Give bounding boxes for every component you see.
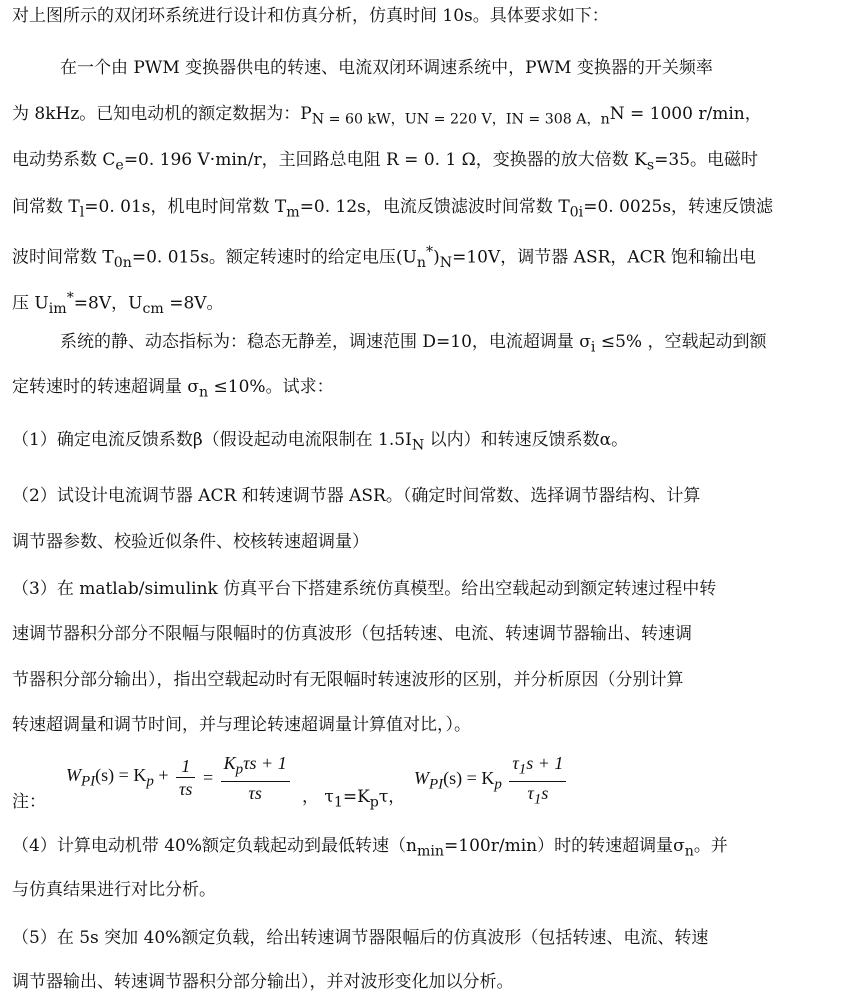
text: n	[199, 384, 209, 401]
text: K	[223, 753, 236, 773]
text: =35。电磁时	[654, 150, 759, 170]
text: p	[494, 776, 502, 793]
text: )	[433, 247, 440, 268]
text: p	[146, 773, 154, 790]
intro-line	[12, 4, 609, 28]
denominator: τs	[178, 779, 193, 800]
text: cm	[142, 301, 164, 318]
text: p	[369, 794, 379, 811]
question-3-line1	[12, 577, 716, 601]
question-5-line2	[12, 970, 514, 994]
denominator: τs	[248, 782, 262, 803]
question-3-line4	[12, 713, 471, 737]
text: W	[414, 768, 429, 789]
text: 为 8kHz。已知电动机的额定数据为：P	[12, 104, 312, 124]
text: e	[115, 157, 124, 174]
para1-line5	[12, 240, 756, 275]
question-2-line1	[12, 484, 700, 508]
text: l	[79, 204, 85, 221]
text: 转速超调量和调节时间，并与理论转速超调量计算值对比，）。	[12, 715, 471, 735]
text: ， τ	[302, 787, 334, 807]
text: （3）在 matlab/simulink 仿真平台下搭建系统仿真模型。给出空载起动到额定转速过程中转	[12, 579, 717, 599]
text: min	[416, 843, 445, 860]
para2-line2	[12, 375, 334, 404]
text: (s) = K	[443, 768, 495, 789]
text: 调节器参数、校验近似条件、校核转速超调量）	[12, 532, 369, 552]
text: =0. 196 V·min/r，主回路总电阻 R = 0. 1 Ω，变换器的放大倍数 K	[123, 150, 647, 170]
text: 压 U	[12, 293, 49, 314]
text: τ	[512, 753, 519, 773]
text: =0. 015s。额定转速时的给定电压(U	[131, 247, 417, 268]
text: 对上图所示的双闭环系统进行设计和仿真分析，仿真时间 10s。具体要求如下：	[12, 6, 609, 26]
text: 以内）和转速反馈系数α。	[424, 430, 629, 450]
fraction	[509, 752, 566, 810]
text: N = 1000 r/min，	[609, 104, 762, 124]
text: N	[411, 437, 425, 454]
text: s	[541, 782, 549, 803]
text: 定转速时的转速超调量 σ	[12, 377, 200, 397]
question-1	[12, 428, 628, 457]
text: 电动势系数 C	[12, 150, 116, 170]
text: N = 60 kW，U	[311, 111, 417, 128]
fraction	[221, 752, 290, 804]
text: 在一个由 PWM 变换器供电的转速、电流双闭环调速系统中，PWM 变换器的开关频率	[60, 58, 713, 78]
text: *	[66, 290, 74, 306]
text: PI	[429, 776, 444, 793]
text: 0i	[569, 204, 584, 221]
text: N = 308 A，n	[511, 111, 610, 128]
text: N	[439, 255, 453, 272]
question-5-line1	[12, 926, 708, 950]
text: N = 220 V，I	[416, 111, 512, 128]
question-2-line2	[12, 530, 369, 554]
text: （2）试设计电流调节器 ACR 和转速调节器 ASR。（确定时间常数、选择调节器结构、计算	[12, 486, 701, 506]
para1-line1	[60, 56, 713, 80]
text: =100r/min）时的转速超调量σ	[444, 836, 685, 856]
text: m	[286, 204, 300, 221]
question-3-line2	[12, 622, 692, 646]
para2-line1	[60, 330, 766, 359]
text: W	[66, 765, 81, 785]
para1-line4	[12, 195, 773, 224]
text: PI	[81, 773, 96, 790]
text: s + 1	[526, 753, 564, 773]
text: i	[590, 339, 596, 356]
text: 速调节器积分部分不限幅与限幅时的仿真波形（包括转速、电流、转速调节器输出、转速调	[12, 624, 692, 644]
text: =0. 12s，电流反馈滤波时间常数 T	[299, 197, 570, 217]
text: 间常数 T	[12, 197, 80, 217]
question-4-line2	[12, 878, 216, 902]
text: s	[646, 157, 655, 174]
text: τ，	[378, 787, 406, 807]
text: =0. 0025s，转速反馈滤	[583, 197, 774, 217]
text: +	[153, 765, 169, 785]
para1-line2	[12, 102, 762, 131]
formula-separator	[302, 782, 405, 810]
text: im	[48, 301, 67, 318]
text: =	[202, 767, 214, 788]
text: （5）在 5s 突加 40%额定负载，给出转速调节器限幅后的仿真波形（包括转速、电流、转速	[12, 928, 709, 948]
text: 1	[533, 791, 542, 808]
question-4-line1	[12, 834, 728, 863]
text: 注：	[12, 792, 46, 812]
text: τ	[527, 782, 534, 803]
numerator: 1	[176, 755, 195, 778]
text: =K	[342, 787, 370, 807]
note-label	[12, 790, 46, 814]
para1-line3	[12, 148, 758, 177]
formula-pi-2	[414, 752, 569, 810]
text: 节器积分部分输出），指出空载起动时有无限幅时转速波形的区别，并分析原因（分别计算	[12, 670, 684, 690]
text: ≤10%。试求：	[208, 377, 334, 397]
text: n	[684, 843, 694, 860]
text: (s) = K	[95, 765, 147, 785]
text: （1）确定电流反馈系数β（假设起动电流限制在 1.5I	[12, 430, 412, 450]
text: 系统的静、动态指标为：稳态无静差，调速范围 D=10，电流超调量 σ	[60, 332, 591, 352]
text: 。并	[693, 836, 728, 856]
text: =10V，调节器 ASR，ACR 饱和输出电	[452, 247, 756, 268]
text: =0. 01s，机电时间常数 T	[84, 197, 287, 217]
text: 0n	[113, 255, 132, 272]
text: 波时间常数 T	[12, 247, 114, 268]
text: ≤5% ，空载起动到额	[595, 332, 767, 352]
text: p	[235, 761, 244, 778]
text: 1	[518, 761, 527, 778]
text: =8V。	[163, 293, 224, 314]
text: τs + 1	[243, 753, 287, 773]
fraction	[176, 755, 195, 800]
text: =8V，U	[73, 293, 143, 314]
text: *	[426, 244, 434, 260]
text: 调节器输出、转速调节器积分部分输出），并对波形变化加以分析。	[12, 972, 514, 992]
text: 与仿真结果进行对比分析。	[12, 880, 216, 900]
text: （4）计算电动机带 40%额定负载起动到最低转速（n	[12, 836, 417, 856]
question-3-line3	[12, 668, 684, 692]
formula-pi-1	[66, 752, 293, 804]
text: n	[416, 255, 426, 272]
para1-line6	[12, 286, 224, 321]
text: 1	[333, 794, 343, 811]
